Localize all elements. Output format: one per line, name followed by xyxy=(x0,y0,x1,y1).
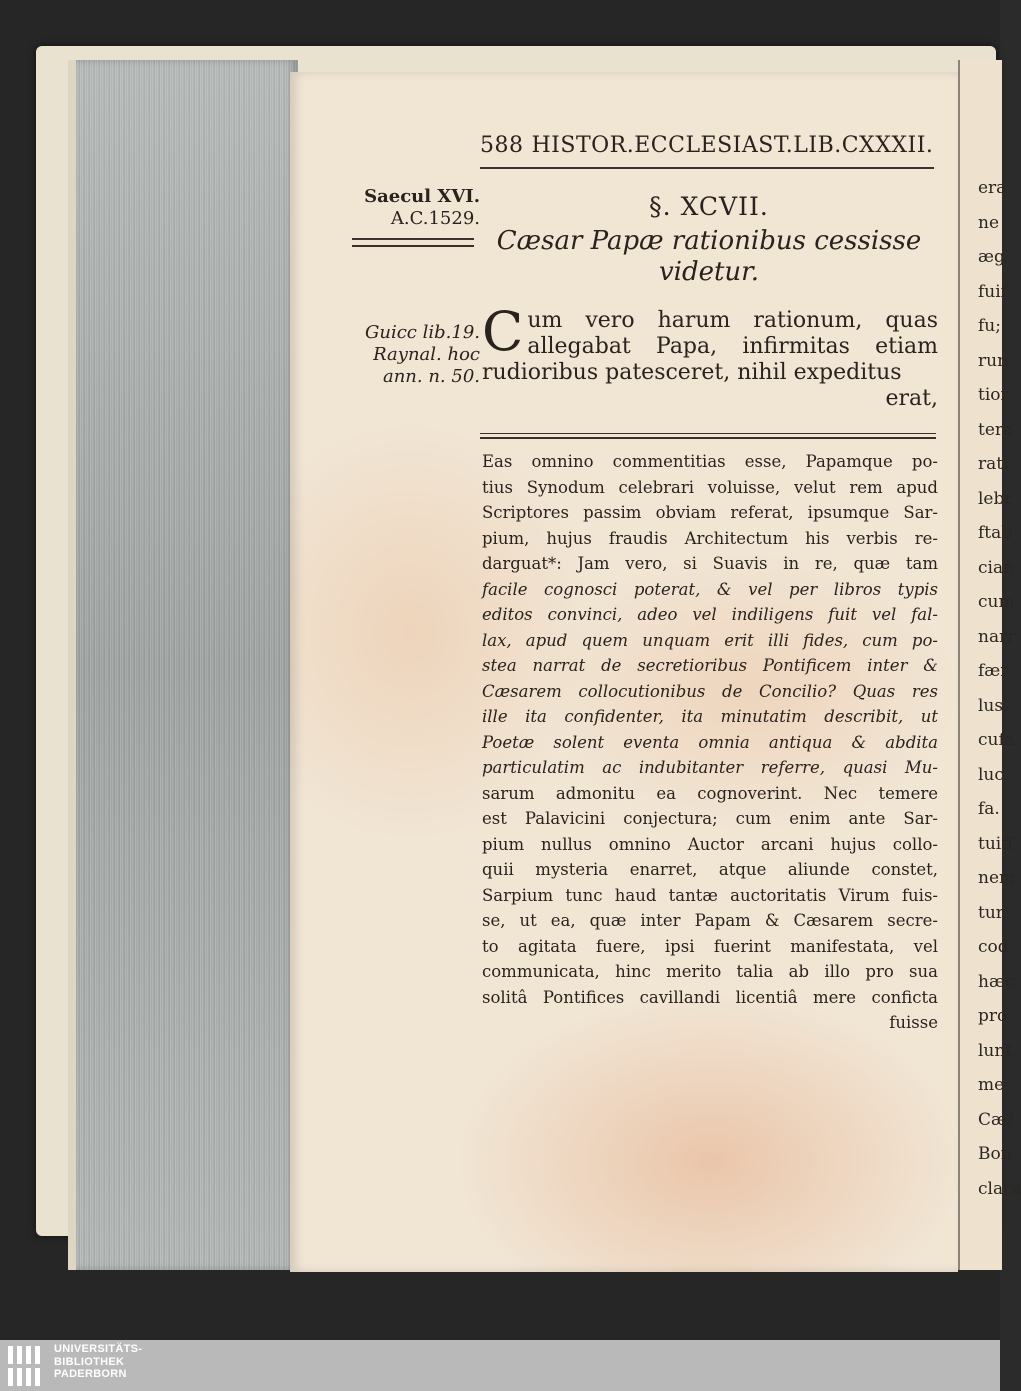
section-number: §. XCVII. xyxy=(649,192,769,221)
library-name-line: BIBLIOTHEK xyxy=(54,1355,125,1368)
footnote-rule xyxy=(480,433,936,439)
text-line: Scriptores passim obviam referat, ipsumque Sar- xyxy=(482,503,938,522)
facing-page-word: era xyxy=(978,178,1007,198)
facing-page-word: cum xyxy=(978,592,1015,612)
facing-page-word: pro xyxy=(978,1006,1008,1026)
margin-saeculum: Saecul XVI. xyxy=(364,186,480,207)
facing-page-word: fa. xyxy=(978,799,1000,819)
footer-bar xyxy=(0,1340,1000,1391)
facing-page-word: cod xyxy=(978,937,1009,957)
catchword: fuisse xyxy=(889,1013,938,1032)
text-line: to agitata fuere, ipsi fuerint manifestata, vel xyxy=(482,936,938,956)
facing-page-word: ne xyxy=(978,212,1000,233)
facing-page-word: cian xyxy=(978,557,1015,578)
text-line: tius Synodum celebrari voluisse, velut rem apud xyxy=(482,477,938,497)
facing-page-word: cufa xyxy=(978,730,1015,750)
text-line: particulatim ac indubitanter referre, quasi Mu- xyxy=(482,758,938,777)
facing-page-word: lus, xyxy=(978,695,1009,716)
text-line: solitâ Pontifices cavillandi licentiâ mere conficta xyxy=(482,987,938,1007)
facing-page-word: run xyxy=(978,350,1009,371)
facing-page-word: lebr xyxy=(978,488,1013,509)
facing-page-word: Cæf xyxy=(978,1109,1014,1130)
text-line: lax, apud quem unquam erit illi fides, cum po- xyxy=(482,630,938,650)
margin-ref: Guicc lib.19. xyxy=(365,322,480,343)
footnote-text xyxy=(482,449,938,1036)
text-line: editos convinci, adeo vel indiligens fuit vel fal- xyxy=(482,605,938,624)
running-title: HISTOR.ECCLESIAST.LIB.CXXXII. xyxy=(531,133,934,158)
margin-ref: Raynal. hoc xyxy=(373,344,480,365)
facing-page-word: rati xyxy=(978,454,1009,474)
text-line: Poetæ solent eventa omnia antiqua & abdita xyxy=(482,732,938,752)
text-line: ille ita confidenter, ita minutatim describit, ut xyxy=(482,707,938,726)
lead-text: um vero harum rationum, quas allegabat Papa, infirmitas etiam rudioribus patesceret, nihil expeditus xyxy=(482,308,938,385)
caption-line: Cæsar Papæ rationibus cessisse xyxy=(496,226,922,256)
facing-page-word: fu; xyxy=(978,316,1001,336)
header-rule xyxy=(480,167,934,169)
margin-anno: A.C.1529. xyxy=(390,208,480,229)
text-line: est Palavicini conjectura; cum enim ante Sar- xyxy=(482,809,938,828)
facing-page-fragment xyxy=(958,60,1021,1270)
lead-last-word: erat, xyxy=(885,386,938,411)
facing-page-word: fær xyxy=(978,661,1009,681)
text-line: pium, hujus fraudis Architectum his verbis re- xyxy=(482,528,938,548)
facing-page-word: tera xyxy=(978,419,1014,440)
library-name-line: PADERBORN xyxy=(54,1368,127,1380)
text-line: darguat*: Jam vero, si Suavis in re, quæ tam xyxy=(482,554,938,573)
text-line: Eas omnino commentitias esse, Papamque po- xyxy=(482,452,938,471)
facing-page-word: tur, xyxy=(978,902,1008,923)
section-caption xyxy=(480,226,938,288)
facing-page-word: hæc xyxy=(978,971,1015,992)
facing-page-word: lunt xyxy=(978,1040,1013,1061)
text-line: pium nullus omnino Auctor arcani hujus collo- xyxy=(482,834,938,854)
text-line: communicata, hinc merito talia ab illo pro sua xyxy=(482,962,938,981)
text-line: Cæsarem collocutionibus de Concilio? Quas res xyxy=(482,681,938,701)
drop-capital: C xyxy=(482,300,524,363)
facing-page-word: æg xyxy=(978,247,1005,267)
text-line: sarum admonitu ea cognoverint. Nec temere xyxy=(482,783,938,803)
facing-page-word: me xyxy=(978,1075,1005,1095)
facing-page-word: tior xyxy=(978,385,1009,405)
caption-line: videtur. xyxy=(658,257,760,287)
text-line: se, ut ea, quæ inter Papam & Cæsarem secre- xyxy=(482,911,938,930)
running-header xyxy=(480,133,938,158)
facing-page-word: fuif xyxy=(978,281,1007,302)
page-number: 588 xyxy=(480,133,524,158)
facing-page-word: narr xyxy=(978,626,1016,647)
margin-date xyxy=(345,186,480,230)
facing-page-word: tuiff xyxy=(978,833,1014,854)
library-name xyxy=(54,1343,142,1381)
facing-page-word: Bon xyxy=(978,1144,1012,1164)
library-name-line: UNIVERSITÄTS- xyxy=(54,1343,143,1355)
lead-paragraph xyxy=(482,300,938,412)
margin-ref: ann. n. 50. xyxy=(382,366,480,387)
text-line: stea narrat de secretioribus Pontificem inter & xyxy=(482,656,938,675)
facing-page-word: luc xyxy=(978,764,1004,785)
facing-page-word: nem xyxy=(978,868,1016,888)
text-line: quii mysteria enarret, atque aliunde constet, xyxy=(482,860,938,879)
text-line: facile cognosci poterat, & vel per libros typis xyxy=(482,579,938,599)
text-line: Sarpium tunc haud tantæ auctoritatis Virum fuis- xyxy=(482,885,938,905)
margin-references xyxy=(345,322,480,388)
library-logo-icon xyxy=(8,1346,46,1386)
margin-rule xyxy=(352,238,474,247)
page-edges xyxy=(68,60,298,1270)
facing-page-word: clara xyxy=(978,1178,1021,1199)
facing-page-word: ftab xyxy=(978,523,1013,543)
